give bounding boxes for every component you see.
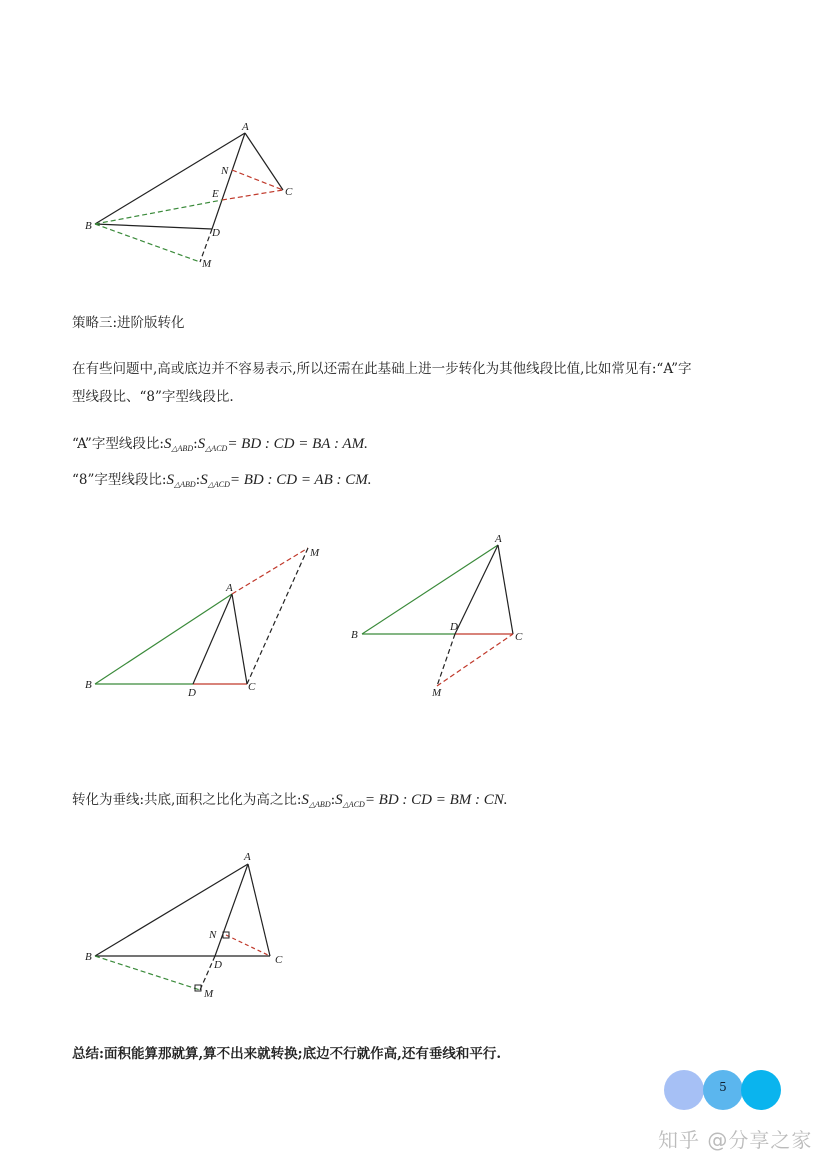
section-heading: 策略三:进阶版转化 [72, 315, 185, 331]
label-c: C [248, 681, 256, 693]
subscript: △ABD [308, 800, 331, 809]
formula-prefix: “8”字型线段比: [72, 472, 167, 488]
label-c: C [515, 631, 523, 643]
area-symbol: S [166, 472, 174, 488]
area-symbol: S [163, 436, 172, 452]
label-a: A [242, 121, 249, 133]
subscript: △ACD [342, 800, 365, 809]
page-circle-right [741, 1070, 781, 1110]
area-symbol: S [335, 792, 343, 808]
subscript: △ABD [173, 480, 196, 489]
label-a: A [495, 533, 502, 545]
label-d: D [450, 621, 458, 633]
label-b: B [85, 220, 92, 232]
label-a: A [244, 851, 251, 863]
label-b: B [351, 629, 358, 641]
figure-1 [95, 133, 283, 262]
formula-prefix: 转化为垂线:共底,面积之比化为高之比: [72, 792, 302, 808]
subscript: △ABD [171, 444, 194, 453]
watermark: 知乎 @分享之家 [658, 1128, 813, 1152]
paragraph-line-1: 在有些问题中,高或底边并不容易表示,所以还需在此基础上进一步转化为其他线段比值,比如常见有:“A”字 [72, 361, 692, 377]
label-b: B [85, 679, 92, 691]
label-n: N [209, 929, 217, 941]
page-circle-left [664, 1070, 704, 1110]
ratio-colon: : [193, 436, 198, 452]
ratio-colon: : [195, 472, 201, 488]
area-symbol: S [197, 436, 206, 452]
formula-rest: = BD : CD = AB : CM. [229, 472, 372, 488]
label-d: D [188, 687, 196, 699]
label-d: D [214, 959, 222, 971]
formula-8-shape [72, 470, 372, 495]
formula-rest: = BD : CD = BA : AM. [227, 436, 368, 452]
paragraph-line-2: 型线段比、“8”字型线段比. [72, 389, 234, 405]
formula-a-shape [72, 434, 368, 459]
figure-perpendicular [95, 864, 270, 991]
formula-perpendicular [72, 790, 508, 815]
formula-prefix: “A”字型线段比: [72, 436, 164, 452]
label-m: M [432, 687, 442, 699]
subscript: △ACD [207, 480, 230, 489]
label-e: E [212, 188, 219, 200]
label-d: D [212, 227, 220, 239]
summary: 总结:面积能算那就算,算不出来就转换;底边不行就作高,还有垂线和平行. [72, 1046, 502, 1062]
figure-a-shape [95, 548, 308, 684]
formula-rest: = BD : CD = BM : CN. [364, 792, 508, 808]
page-number: 5 [719, 1080, 727, 1094]
area-symbol: S [301, 792, 309, 808]
figure-8-shape [362, 545, 513, 686]
label-c: C [285, 186, 293, 198]
label-c: C [275, 954, 283, 966]
area-symbol: S [200, 472, 208, 488]
label-b: B [85, 951, 92, 963]
label-m: M [202, 258, 212, 270]
label-m: M [310, 547, 320, 559]
ratio-colon: : [330, 792, 336, 808]
subscript: △ACD [205, 444, 228, 453]
label-m: M [204, 988, 214, 1000]
label-a: A [226, 582, 233, 594]
label-n: N [221, 165, 229, 177]
